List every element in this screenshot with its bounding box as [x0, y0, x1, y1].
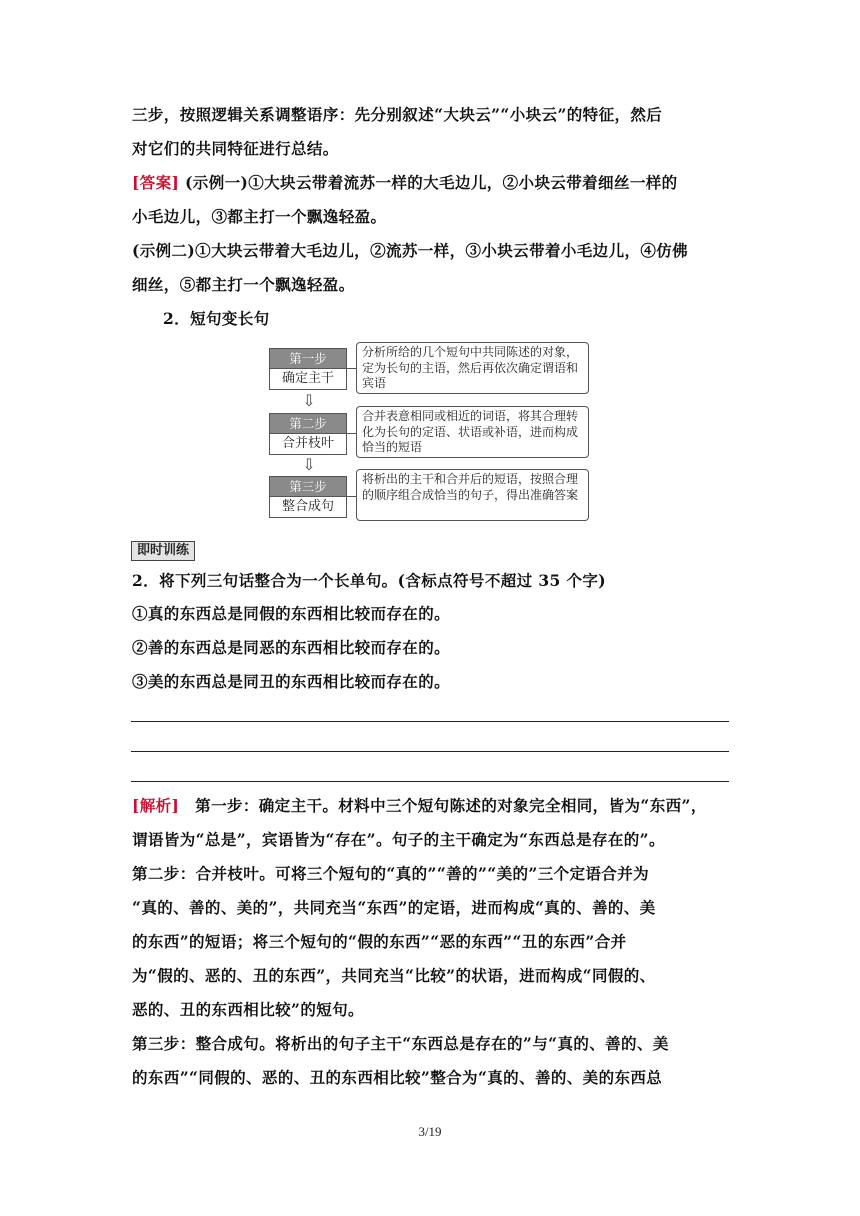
practice-item-2: ②善的东西总是同恶的东西相比较而存在的。 — [132, 638, 451, 657]
analysis-line-6: 为“假的、恶的、丑的东西”，共同充当“比较”的状语，进而构成“同假的、 — [132, 966, 656, 985]
analysis-text-1: 第一步：确定主干。材料中三个短句陈述的对象完全相同，皆为“东西”， — [179, 796, 707, 815]
down-arrow-icon: ⇩ — [302, 391, 316, 410]
intro-line-1: 三步，按照逻辑关系调整语序：先分别叙述“大块云”“小块云”的特征，然后 — [132, 105, 663, 124]
analysis-line-2: 谓语皆为“总是”，宾语皆为“存在”。句子的主干确定为“东西总是存在的”。 — [132, 830, 665, 849]
flow-step-2-number: 第二步 — [270, 414, 346, 434]
analysis-line-9: 的东西”“同假的、恶的、丑的东西相比较”整合为“真的、善的、美的东西总 — [132, 1068, 663, 1087]
flow-step-3-desc: 将析出的主干和合并后的短语，按照合理的顺序组合成恰当的句子，得出准确答案 — [356, 469, 589, 521]
practice-question: 2．将下列三句话整合为一个长单句。(含标点符号不超过 35 个字) — [132, 571, 607, 590]
flow-connector-2 — [346, 433, 356, 434]
answer-blank-line-1 — [131, 721, 729, 722]
answer-line-3: (示例二)①大块云带着大毛边儿，②流苏一样，③小块云带着小毛边儿，④仿佛 — [132, 241, 689, 260]
analysis-line-4: “真的、善的、美的”，共同充当“东西”的定语，进而构成“真的、善的、美 — [132, 898, 656, 917]
intro-line-2: 对它们的共同特征进行总结。 — [132, 139, 339, 158]
practice-item-1: ①真的东西总是同假的东西相比较而存在的。 — [132, 604, 451, 623]
answer-text-1: (示例一)①大块云带着流苏一样的大毛边儿，②小块云带着细丝一样的 — [179, 173, 678, 192]
practice-tag: 即时训练 — [131, 541, 195, 561]
practice-item-3: ③美的东西总是同丑的东西相比较而存在的。 — [132, 672, 451, 691]
down-arrow-icon: ⇩ — [302, 455, 316, 474]
flow-step-1-desc: 分析所给的几个短句中共同陈述的对象，定为长句的主语，然后再依次确定谓语和宾语 — [356, 342, 589, 394]
analysis-line-7: 恶的、丑的东西相比较”的短句。 — [132, 1000, 364, 1019]
answer-line-4: 细丝，⑤都主打一个飘逸轻盈。 — [132, 275, 355, 294]
flow-step-2-desc: 合并表意相同或相近的词语，将其合理转化为长句的定语、状语或补语，进而构成恰当的短语 — [356, 406, 589, 458]
answer-line-2: 小毛边儿，③都主打一个飘逸轻盈。 — [132, 207, 387, 226]
answer-blank-line-2 — [131, 751, 729, 752]
flow-step-1-label — [269, 348, 347, 390]
answer-line-1 — [132, 172, 732, 194]
flow-step-2-label — [269, 413, 347, 455]
flow-step-3-name: 整合成句 — [281, 499, 334, 514]
analysis-line-3: 第二步：合并枝叶。可将三个短句的“真的”“善的”“美的”三个定语合并为 — [132, 864, 649, 883]
flow-connector-1 — [346, 368, 356, 369]
flow-step-3-number: 第三步 — [270, 477, 346, 497]
flow-step-3-label — [269, 476, 347, 518]
flow-step-1-number: 第一步 — [270, 349, 346, 369]
analysis-line-8: 第三步：整合成句。将析出的句子主干“东西总是存在的”与“真的、善的、美 — [132, 1034, 669, 1053]
page-number: 3/19 — [418, 1124, 442, 1139]
flow-step-2-name: 合并枝叶 — [281, 436, 334, 451]
analysis-line-5: 的东西”的短语；将三个短句的“假的东西”“恶的东西”“丑的东西”合并 — [132, 932, 627, 951]
section-heading: 2．短句变长句 — [163, 309, 270, 328]
answer-blank-line-3 — [131, 781, 729, 782]
analysis-line-1 — [132, 795, 732, 817]
flow-connector-3 — [346, 496, 356, 497]
analysis-label: [解析] — [132, 796, 180, 815]
flow-step-1-name: 确定主干 — [281, 371, 334, 386]
answer-label: [答案] — [132, 173, 180, 192]
